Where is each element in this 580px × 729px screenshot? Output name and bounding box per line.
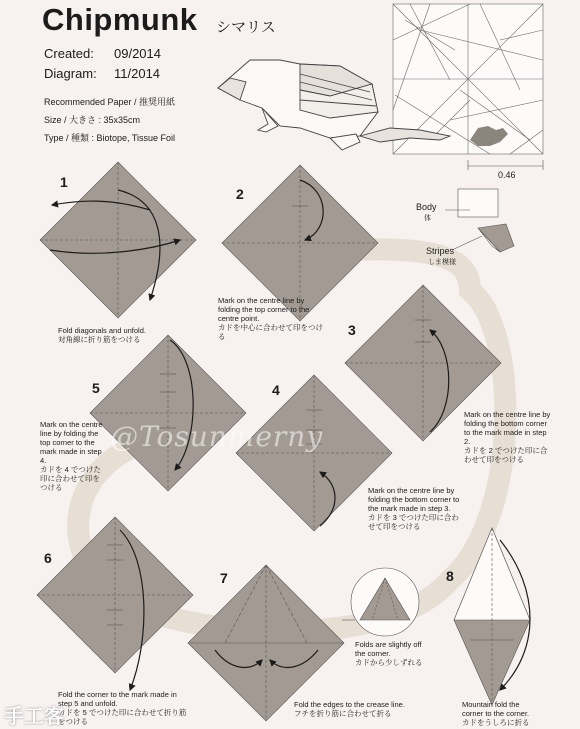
site-logo: 手工客 [4, 706, 64, 728]
detail-note-text: Folds are slightly off the corner. [355, 640, 422, 658]
step-8-caption [462, 700, 542, 727]
step-7-text: Fold the edges to the crease line. [294, 700, 405, 709]
paper-info: Recommended Paper / 推奨用紙 [44, 97, 176, 107]
step-7-caption [294, 700, 434, 718]
step-2-text: Mark on the centre line by folding the top corner to the centre point. [218, 296, 310, 323]
step-2-number: 2 [236, 186, 244, 202]
step-8-number: 8 [446, 568, 454, 584]
step-8-jp: カドをうしろに折る [462, 718, 530, 727]
step-5-text: Mark on the centre line by folding the top corner to the mark made in step 4. [40, 420, 103, 465]
step-7-diagram [188, 565, 344, 721]
legend-stripes-jp: しま模様 [428, 259, 456, 266]
created-row [44, 46, 161, 61]
legend-swatches [445, 189, 514, 252]
legend-stripes-label: Stripes [426, 246, 455, 256]
step-5-number: 5 [92, 380, 100, 396]
cp-scale-label: 0.46 [498, 170, 516, 180]
type-info: Type / 種類 : Biotope, Tissue Foil [44, 133, 176, 143]
step-3-text: Mark on the centre line by folding the bottom corner to the mark made in step 2. [464, 410, 551, 446]
step-3-jp: カドを 2 でつけた印に合わせて印をつける [464, 446, 548, 464]
step-4-text: Mark on the centre line by folding the bottom corner to the mark made in step 3. [368, 486, 460, 513]
created-label: Created: [44, 46, 94, 61]
step-6-caption [58, 690, 188, 726]
page-subtitle: シマリス [216, 19, 276, 36]
step-1-number: 1 [60, 174, 68, 190]
detail-note-jp: カドから少しずれる [355, 658, 423, 667]
step-2-jp: カドを中心に合わせて印をつける [218, 323, 323, 341]
step-3-caption [464, 410, 554, 464]
created-value: 09/2014 [114, 46, 161, 61]
diagram-label: Diagram: [44, 66, 97, 81]
step-2-caption [218, 296, 328, 341]
diagram-row [44, 66, 160, 81]
step-4-jp: カドを 3 でつけた印に合わせて印をつける [368, 513, 459, 531]
step-4-number: 4 [272, 382, 280, 398]
step-6-diagram [37, 517, 193, 690]
step-6-text: Fold the corner to the mark made in step 5 and unfold. [58, 690, 177, 708]
step-5-jp: カドを 4 でつけた印に合わせて印をつける [40, 465, 101, 492]
step-1-jp: 対角線に折り筋をつける [58, 335, 141, 344]
step-6-number: 6 [44, 550, 52, 566]
page-title: Chipmunk [42, 2, 198, 37]
detail-note [355, 640, 425, 667]
diagram-value: 11/2014 [114, 66, 161, 81]
step-8-text: Mountain fold the corner to the corner. [462, 700, 530, 718]
step-6-jp: カドを 5 でつけた印に合わせて折り筋をつける [58, 708, 187, 726]
size-info: Size / 大きさ : 35x35cm [44, 115, 141, 125]
watermark-text: @Tosunmerny [110, 420, 324, 453]
step-7-jp: フチを折り筋に合わせて折る [294, 709, 392, 718]
step-1-caption [58, 326, 218, 344]
step-4-caption [368, 486, 464, 531]
legend-body-jp: 体 [424, 215, 431, 222]
step-7-number: 7 [220, 570, 228, 586]
legend-body-label: Body [416, 202, 437, 212]
step-1-text: Fold diagonals and unfold. [58, 326, 146, 335]
step-3-number: 3 [348, 322, 356, 338]
step-5-caption [40, 420, 106, 492]
